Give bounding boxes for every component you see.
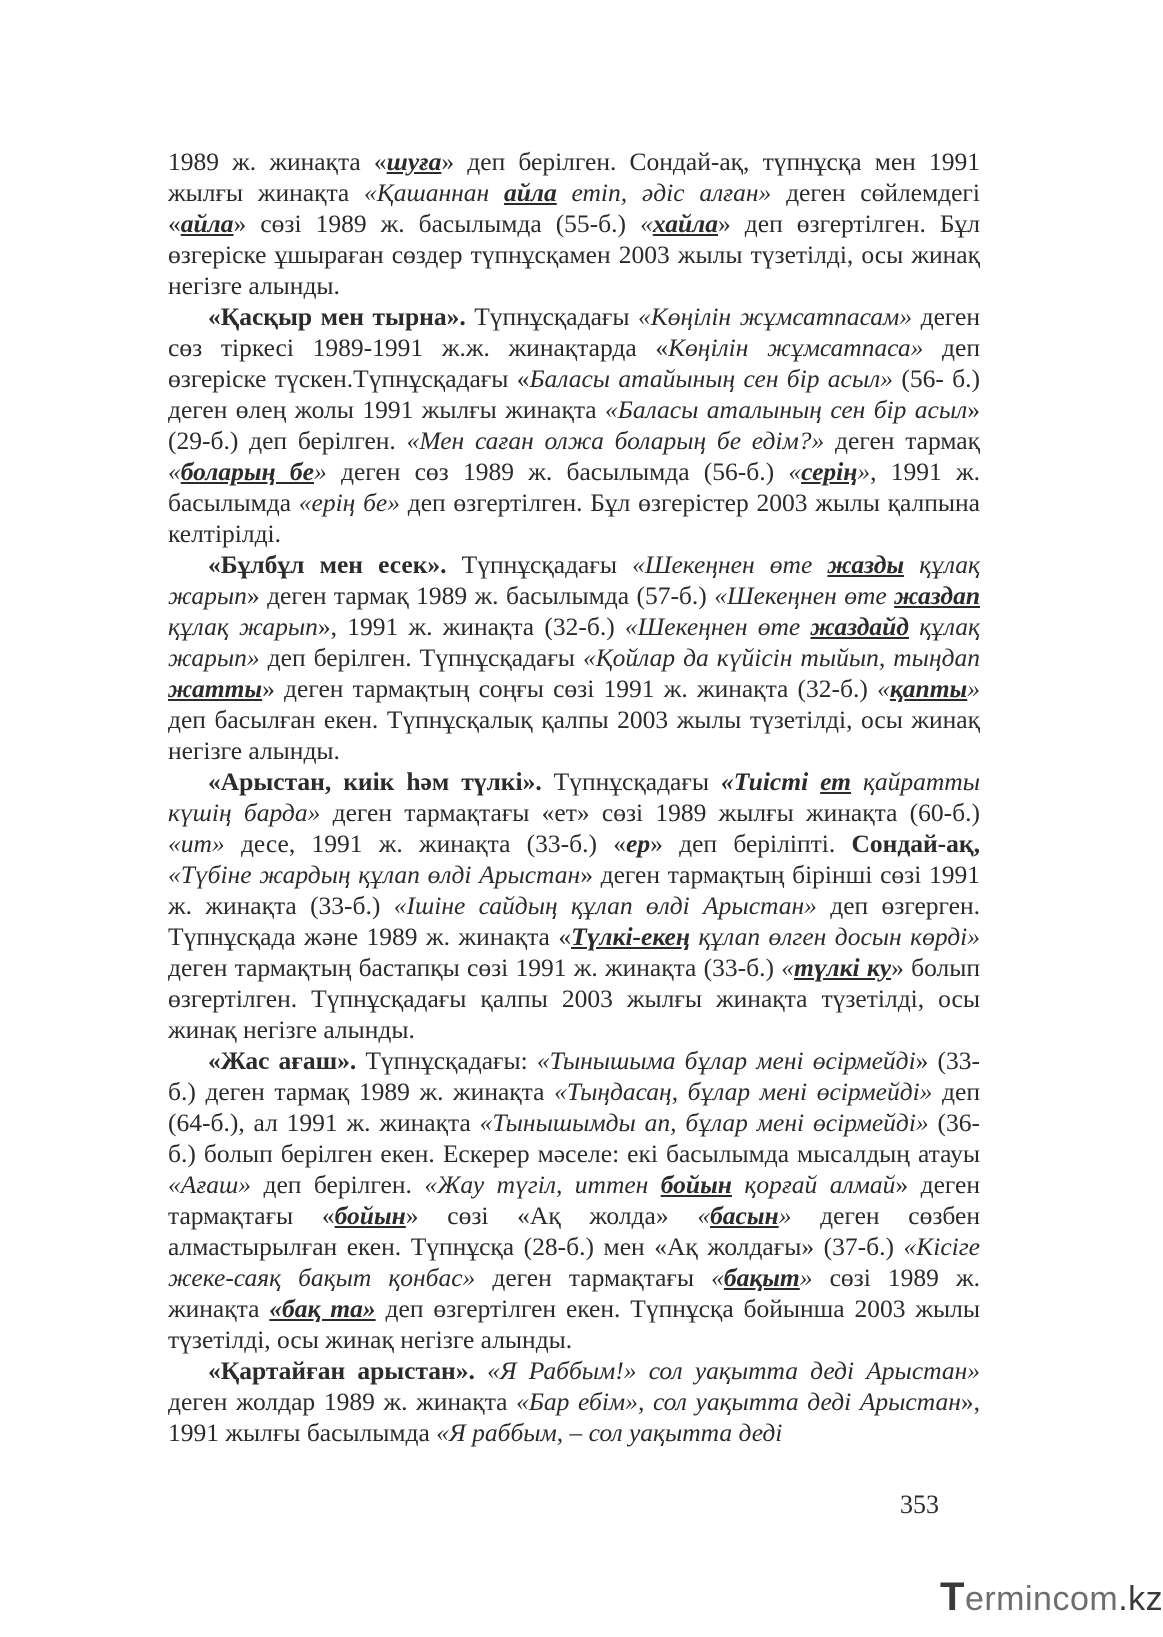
text-run: » деп өзгертілген. Бұл өзгеріске ұшыраған сөздер түпнұсқамен 2003 жылы түзетілді, осы жинақ негізге алынды.: [168, 209, 980, 300]
watermark-middle: ermincom: [964, 1580, 1119, 1618]
text-run: » деп беріліпті.: [650, 829, 852, 858]
text-run: «Жау түгіл, иттен: [424, 1170, 661, 1199]
text-run: деген сөзбен алмастырылған екен. Түпнұсқа (28-б.) мен «Ақ жолдағы» (37-б.): [168, 1201, 980, 1261]
text-run: «Мен саған олжа боларың бе едім?»: [406, 426, 825, 455]
text-run: бақыт: [723, 1263, 800, 1292]
watermark-suffix: .kz: [1118, 1580, 1163, 1618]
text-run: «: [640, 209, 653, 238]
text-run: құлақ жарып: [168, 612, 318, 641]
text-run: »: [967, 674, 980, 703]
text-run: Баласы атайының сен бір асыл»: [529, 364, 893, 393]
text-run: «бақ та»: [269, 1294, 376, 1323]
text-run: Түпнұсқадағы: [541, 767, 721, 796]
text-run: » деген тармақтың соңғы сөзі 1991 ж. жинақта (32-б.): [262, 674, 878, 703]
text-run: «Шекеңнен өте: [624, 612, 811, 641]
text-run: «Қойлар да күйісін тыйып, тыңдап: [582, 643, 980, 672]
text-run: «Жас ағаш».: [208, 1046, 357, 1075]
text-run: » деген тармақтың бірінші сөзі 1991 ж. жинақта (33-б.): [168, 860, 980, 920]
text-run: »: [778, 1201, 792, 1230]
page-number: 353: [900, 1490, 939, 1519]
text-run: 1989 ж. жинақта «: [168, 147, 387, 176]
text-run: «Қартайған арыстан».: [208, 1356, 475, 1385]
text-run: » деген тармақ 1989 ж. басылымда (57-б.): [246, 581, 715, 610]
text-run: «Кісіге жеке-саяқ бақыт қонбас»: [168, 1232, 980, 1292]
text-run: (36-б.) болып берілген екен. Ескерер мәселе: екі басылымда мысалдың атауы: [168, 1108, 980, 1168]
text-run: «Қашаннан: [364, 178, 504, 207]
text-run: »: [313, 457, 327, 486]
document-body: [168, 146, 980, 1448]
text-run: жаздайд: [810, 612, 909, 641]
text-run: Түпнұсқадағы: [446, 550, 633, 579]
text-run: Түлкі-екең: [571, 922, 690, 951]
text-run: қайратты күшің барда»: [168, 767, 980, 827]
text-run: етіп, әдіс алған»: [556, 178, 772, 207]
text-run: бойын: [660, 1170, 732, 1199]
text-run: қорғай алмай: [731, 1170, 896, 1199]
text-run: деген тармақтағы «ет» сөзі 1989 жылғы жинақта (60-б.): [320, 798, 980, 827]
text-run: «: [168, 457, 181, 486]
text-run: боларың бе: [180, 457, 314, 486]
text-run: ер: [626, 829, 651, 858]
paragraph: [168, 549, 980, 766]
text-run: «ит»: [168, 829, 225, 858]
text-run: «Тиісті: [720, 767, 821, 796]
text-run: Түпнұсқадағы:: [356, 1046, 537, 1075]
text-run: Сондай-ақ,: [851, 829, 980, 858]
text-run: деп өзгертілген. Бұл өзгерістер 2003 жылы қалпына келтірілді.: [168, 488, 980, 548]
text-run: деп (64-б.), ал 1991 ж. жинақта: [168, 1077, 980, 1137]
text-run: айла: [180, 209, 234, 238]
paragraph: [168, 1355, 980, 1448]
text-run: «Я раббым, – сол уақытта деді: [436, 1418, 783, 1447]
text-run: «Қасқыр мен тырна».: [208, 302, 466, 331]
text-run: «Шекеңнен өте: [632, 550, 828, 579]
text-run: «: [788, 457, 802, 486]
text-run: » деп берілген. Сондай-ақ, түпнұсқа мен 1991 жылғы жинақта: [168, 147, 980, 207]
text-run: «Ішіне сайдың құлап өлді Арыстан»: [393, 891, 817, 920]
watermark-prefix: T: [940, 1575, 965, 1619]
text-run: деп берілген.: [251, 1170, 425, 1199]
text-run: »: [799, 1263, 813, 1292]
text-run: «Я Раббым!» сол уақытта деді Арыстан»: [487, 1356, 981, 1385]
text-run: бойын: [334, 1201, 406, 1230]
text-run: «Бұлбұл мен есек».: [208, 550, 447, 579]
text-run: «Арыстан, киік һәм түлкі».: [208, 767, 542, 796]
text-run: деп өзгерген. Түпнұсқада және 1989 ж. жинақта «: [168, 891, 981, 951]
text-run: «Бар ебім», сол уақытта деді Арыстан: [516, 1387, 961, 1416]
text-run: «Баласы аталының сен бір асыл: [605, 395, 968, 424]
text-run: [475, 1356, 487, 1385]
text-run: » сөзі 1989 ж. басылымда (55-б.): [233, 209, 641, 238]
text-run: десе, 1991 ж. жинақта (33-б.) «: [224, 829, 627, 858]
text-run: түлкі ку: [793, 953, 892, 982]
text-run: «Шекеңнен өте: [714, 581, 895, 610]
text-run: «ерің бе»: [298, 488, 400, 517]
text-run: айла: [503, 178, 557, 207]
text-run: «: [877, 674, 890, 703]
text-run: », 1991 жылғы басылымда: [168, 1387, 980, 1447]
text-run: «Тынышымды ап, бұлар мені өсірмейді»: [479, 1108, 929, 1137]
paragraph: [168, 146, 980, 301]
text-run: деп өзгертілген екен. Түпнұсқа бойынша 2003 жылы түзетілді, осы жинақ негізге алынды.: [168, 1294, 980, 1354]
text-run: » (29-б.) деп берілген.: [168, 395, 980, 455]
text-run: ет: [820, 767, 851, 796]
text-run: құлақ жарып: [168, 550, 980, 610]
text-run: жаздап: [894, 581, 980, 610]
text-run: »: [857, 457, 871, 486]
text-run: деген тармақтың бастапқы сөзі 1991 ж. жинақта (33-б.): [168, 953, 782, 982]
text-run: Түпнұсқадағы: [465, 302, 639, 331]
text-run: деп өзгеріске түскен.Түпнұсқадағы «: [168, 333, 980, 393]
text-run: қапты: [889, 674, 968, 703]
text-run: деген сөйлемдегі «: [168, 178, 980, 238]
text-run: «Түбіне жардың құлап өлді Арыстан: [168, 860, 581, 889]
text-run: жатты: [168, 674, 263, 703]
text-run: «Көңілін жұмсатпасам»: [638, 302, 913, 331]
text-run: » (33-б.) деген тармақ 1989 ж. жинақта: [168, 1046, 980, 1106]
paragraph: [168, 1045, 980, 1355]
text-run: құлап өлген досын көрді»: [689, 922, 980, 951]
text-run: «Ағаш»: [168, 1170, 252, 1199]
text-run: сөзі 1989 ж. жинақта: [168, 1263, 980, 1323]
text-run: » деген тармақтағы «: [168, 1170, 980, 1230]
text-run: «: [697, 1201, 711, 1230]
text-run: шуға: [386, 147, 442, 176]
text-run: «Тыңдасаң, бұлар мені өсірмейді»: [554, 1077, 933, 1106]
text-run: », 1991 ж. жинақта (32-б.): [317, 612, 625, 641]
paragraph: [168, 301, 980, 549]
paragraph: [168, 766, 980, 1045]
text-run: басын: [710, 1201, 779, 1230]
text-run: деп басылған екен. Түпнұсқалық қалпы 2003 жылы түзетілді, осы жинақ негізге алынды.: [168, 705, 980, 765]
text-run: деген тармақ: [824, 426, 981, 455]
text-run: «Тынышыма бұлар мені өсірмейді: [536, 1046, 916, 1075]
text-run: хайла: [652, 209, 718, 238]
text-run: » сөзі «Ақ жолда»: [405, 1201, 698, 1230]
text-run: серің: [801, 457, 858, 486]
text-run: жазды: [827, 550, 905, 579]
text-run: деген сөз тіркесі 1989-1991 ж.ж. жинақтарда «: [168, 302, 980, 362]
text-run: (56- б.) деген өлең жолы 1991 жылғы жинақта: [168, 364, 980, 424]
text-run: , 1991 ж. басылымда: [168, 457, 981, 517]
text-run: деген жолдар 1989 ж. жинақта: [168, 1387, 517, 1416]
text-run: » болып өзгертілген. Түпнұсқадағы қалпы 2003 жылғы жинақта түзетілді, осы жинақ негізге алынды.: [168, 953, 980, 1044]
text-run: деген сөз 1989 ж. басылымда (56-б.): [326, 457, 789, 486]
text-run: Көңілін жұмсатпаса»: [668, 333, 924, 362]
text-run: деп берілген. Түпнұсқадағы: [259, 643, 583, 672]
text-run: деген тармақтағы: [475, 1263, 712, 1292]
text-run: «: [781, 953, 794, 982]
text-run: «: [711, 1263, 724, 1292]
text-run: құлақ жарып»: [168, 612, 980, 672]
watermark-logo: [940, 1575, 1163, 1620]
